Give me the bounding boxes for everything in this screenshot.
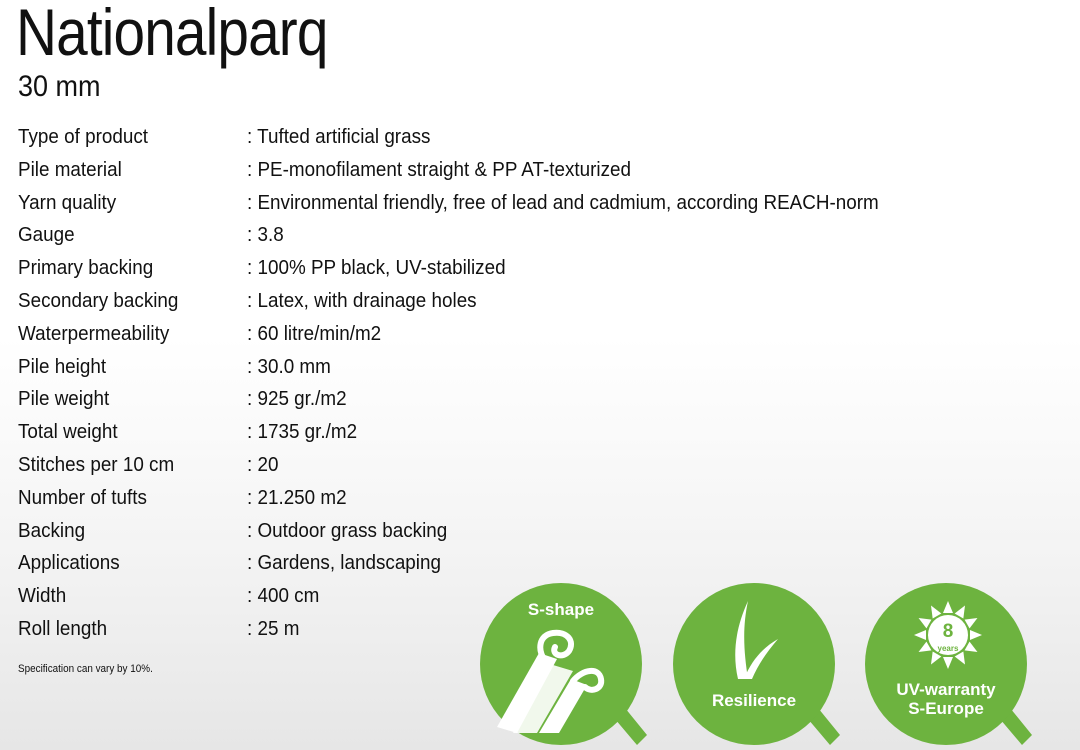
uv-warranty-badge xyxy=(864,583,1044,748)
spec-label: Secondary backing xyxy=(18,288,179,312)
badge-label-line2: S-Europe xyxy=(908,699,984,718)
spec-value: : 21.250 m2 xyxy=(247,485,347,509)
spec-value: : 3.8 xyxy=(247,223,284,247)
spec-label: Applications xyxy=(18,551,120,575)
spec-value: : 25 m xyxy=(247,616,300,640)
product-subtitle: 30 mm xyxy=(18,70,101,103)
resilience-badge xyxy=(672,583,852,748)
spec-value: : Tufted artificial grass xyxy=(247,125,431,148)
magnifier-badge-shape xyxy=(864,583,1044,748)
spec-label: Type of product xyxy=(18,125,149,148)
spec-value: : 400 cm xyxy=(247,584,320,608)
spec-value: : 100% PP black, UV-stabilized xyxy=(247,256,506,280)
sun-number: 8 xyxy=(942,621,954,642)
spec-value: : PE-monofilament straight & PP AT-texturized xyxy=(247,157,632,181)
magnifier-badge-shape xyxy=(672,583,852,748)
badge-label: S-shape xyxy=(527,600,595,619)
spec-label: Pile weight xyxy=(18,387,110,411)
badge-label: Resilience xyxy=(711,691,797,710)
badge-label: UV-warranty xyxy=(896,680,996,699)
spec-value: : 925 gr./m2 xyxy=(247,387,347,411)
sun-unit: years xyxy=(937,644,959,653)
spec-label: Stitches per 10 cm xyxy=(18,452,175,476)
spec-value: : 30.0 mm xyxy=(247,354,331,378)
spec-label: Gauge xyxy=(18,223,75,247)
spec-label: Yarn quality xyxy=(18,190,117,214)
spec-label: Backing xyxy=(18,518,86,542)
spec-label: Waterpermeability xyxy=(18,321,170,345)
specification-footnote: Specification can vary by 10%. xyxy=(18,663,153,675)
spec-label: Pile height xyxy=(18,354,107,378)
spec-label: Pile material xyxy=(18,157,122,181)
spec-value: : 1735 gr./m2 xyxy=(247,420,358,444)
spec-value: : Environmental friendly, free of lead and cadmium, according REACH-norm xyxy=(247,190,879,214)
spec-label: Total weight xyxy=(18,420,118,444)
spec-label: Primary backing xyxy=(18,256,154,280)
spec-label: Number of tufts xyxy=(18,485,147,509)
spec-value: : 60 litre/min/m2 xyxy=(247,321,382,345)
spec-value: : Gardens, landscaping xyxy=(247,551,441,575)
product-title: Nationalparq xyxy=(16,0,328,69)
spec-label: Roll length xyxy=(18,616,108,640)
spec-label: Width xyxy=(18,584,67,608)
spec-value: : Latex, with drainage holes xyxy=(247,288,477,312)
spec-value: : 20 xyxy=(247,452,279,476)
spec-value: : Outdoor grass backing xyxy=(247,518,448,542)
s-shape-badge xyxy=(479,583,659,748)
